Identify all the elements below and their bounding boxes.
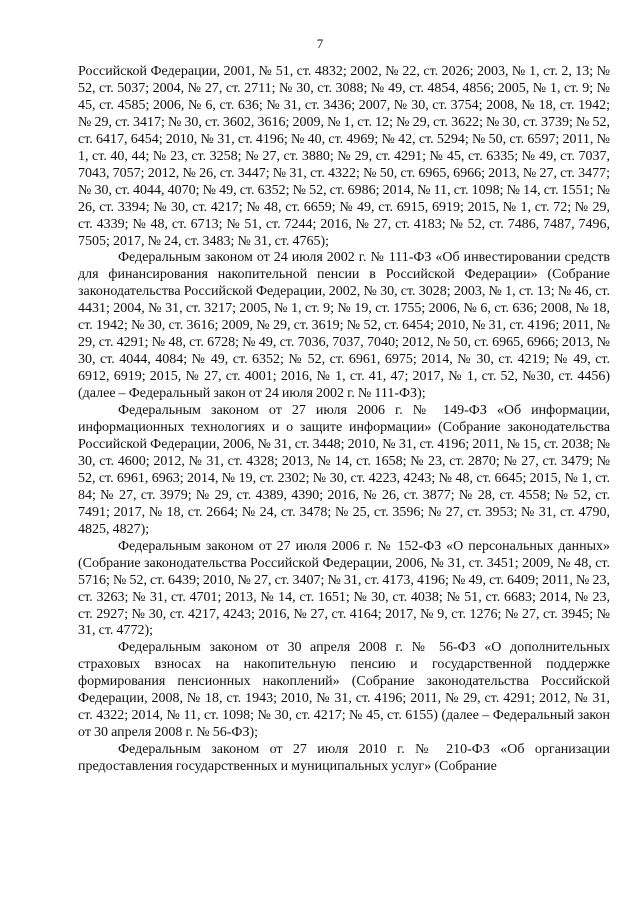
document-body: [78, 64, 610, 776]
page-number: 7: [316, 36, 324, 51]
paragraph-law-210-fz: Федеральным законом от 27 июля 2010 г. № 210-ФЗ «Об организации предоставления государственных и муниципальных услуг» (Собрание: [78, 742, 610, 775]
paragraph-continuation: Российской Федерации, 2001, № 51, ст. 4832; 2002, № 22, ст. 2026; 2003, № 1, ст. 2, 13; № 52, ст. 5037; 2004, № 27, ст. 2711; № 30, ст. 3088; № 49, ст. 4854, 4856; 2005, № 1, ст. 9; № 45, ст. 4585; 2006, № 6, ст. 636; № 31, ст. 3436; 2007, № 30, ст. 3754; 2008, № 18, ст. 1942; № 29, ст. 3417; № 30, ст. 3602, 3616; 2009, № 1, ст. 12; № 29, ст. 3622; № 30, ст. 3739; № 52, ст. 6417, 6454; 2010, № 31, ст. 4196; № 40, ст. 4969; № 42, ст. 5294; № 50, ст. 6597; 2011, № 1, ст. 40, 44; № 23, ст. 3258; № 27, ст. 3880; № 29, ст. 4291; № 45, ст. 6335; № 49, ст. 7037, 7043, 7057; 2012, № 26, ст. 3447; № 31, ст. 4322; № 50, ст. 6965, 6966; 2013, № 27, ст. 3477; № 30, ст. 4044, 4070; № 49, ст. 6352; № 52, ст. 6986; 2014, № 11, ст. 1098; № 14, ст. 1551; № 26, ст. 3394; № 30, ст. 4217; № 48, ст. 6659; № 49, ст. 6915, 6919; 2015, № 1, ст. 72; № 29, ст. 4339; № 48, ст. 6713; № 51, ст. 7244; 2016, № 27, ст. 4183; № 52, ст. 7486, 7487, 7496, 7505; 2017, № 24, ст. 3483; № 31, ст. 4765);: [78, 64, 610, 249]
paragraph-law-152-fz: Федеральным законом от 27 июля 2006 г. № 152-ФЗ «О персональных данных» (Собрание законодательства Российской Федерации, 2006, № 31, ст. 3451; 2009, № 48, ст. 5716; № 52, ст. 6439; 2010, № 27, ст. 3407; № 31, ст. 4173, 4196; № 49, ст. 6409; 2011, № 23, ст. 3263; № 31, ст. 4701; 2013, № 14, ст. 1651; № 30, ст. 4038; № 51, ст. 6683; 2014, № 23, ст. 2927; № 30, ст. 4217, 4243; 2016, № 27, ст. 4164; 2017, № 9, ст. 1276; № 27, ст. 3945; № 31, ст. 4772);: [78, 538, 610, 639]
paragraph-law-56-fz: Федеральным законом от 30 апреля 2008 г. № 56-ФЗ «О дополнительных страховых взносах на накопительную пенсию и государственной поддержке формирования пенсионных накоплений» (Собрание законодательства Российской Федерации, 2008, № 18, ст. 1943; 2010, № 31, ст. 4196; 2011, № 29, ст. 4291; 2012, № 31, ст. 4322; 2014, № 11, ст. 1098; № 30, ст. 4217; № 45, ст. 6155) (далее – Федеральный закон от 30 апреля 2008 г. № 56-ФЗ);: [78, 640, 610, 741]
paragraph-law-149-fz: Федеральным законом от 27 июля 2006 г. № 149-ФЗ «Об информации, информационных технологиях и о защите информации» (Собрание законодательства Российской Федерации, 2006, № 31, ст. 3448; 2010, № 31, ст. 4196; 2011, № 15, ст. 2038; № 30, ст. 4600; 2012, № 31, ст. 4328; 2013, № 14, ст. 1658; № 23, ст. 2870; № 27, ст. 3479; № 52, ст. 6961, 6963; 2014, № 19, ст. 2302; № 30, ст. 4223, 4243; № 48, ст. 6645; 2015, № 1, ст. 84; № 27, ст. 3979; № 29, ст. 4389, 4390; 2016, № 26, ст. 3877; № 28, ст. 4558; № 52, ст. 7491; 2017, № 18, ст. 2664; № 24, ст. 3478; № 25, ст. 3596; № 27, ст. 3953; № 31, ст. 4790, 4825, 4827);: [78, 403, 610, 537]
paragraph-law-111-fz: Федеральным законом от 24 июля 2002 г. № 111-ФЗ «Об инвестировании средств для финансирования накопительной пенсии в Российской Федерации» (Собрание законодательства Российской Федерации, 2002, № 30, ст. 3028; 2003, № 1, ст. 13; № 46, ст. 4431; 2004, № 31, ст. 3217; 2005, № 1, ст. 9; № 19, ст. 1755; 2006, № 6, ст. 636; 2008, № 18, ст. 1942; № 30, ст. 3616; 2009, № 29, ст. 3619; № 52, ст. 6454; 2010, № 31, ст. 4196; 2011, № 29, ст. 4291; № 48, ст. 6728; № 49, ст. 7036, 7037, 7040; 2012, № 50, ст. 6965, 6966; 2013, № 30, ст. 4044, 4084; № 49, ст. 6352; № 52, ст. 6961, 6975; 2014, № 30, ст. 4219; № 49, ст. 6912, 6919; 2015, № 27, ст. 4001; 2016, № 1, ст. 41, 47; 2017, № 1, ст. 52, №30, ст. 4456) (далее – Федеральный закон от 24 июля 2002 г. № 111-ФЗ);: [78, 250, 610, 402]
